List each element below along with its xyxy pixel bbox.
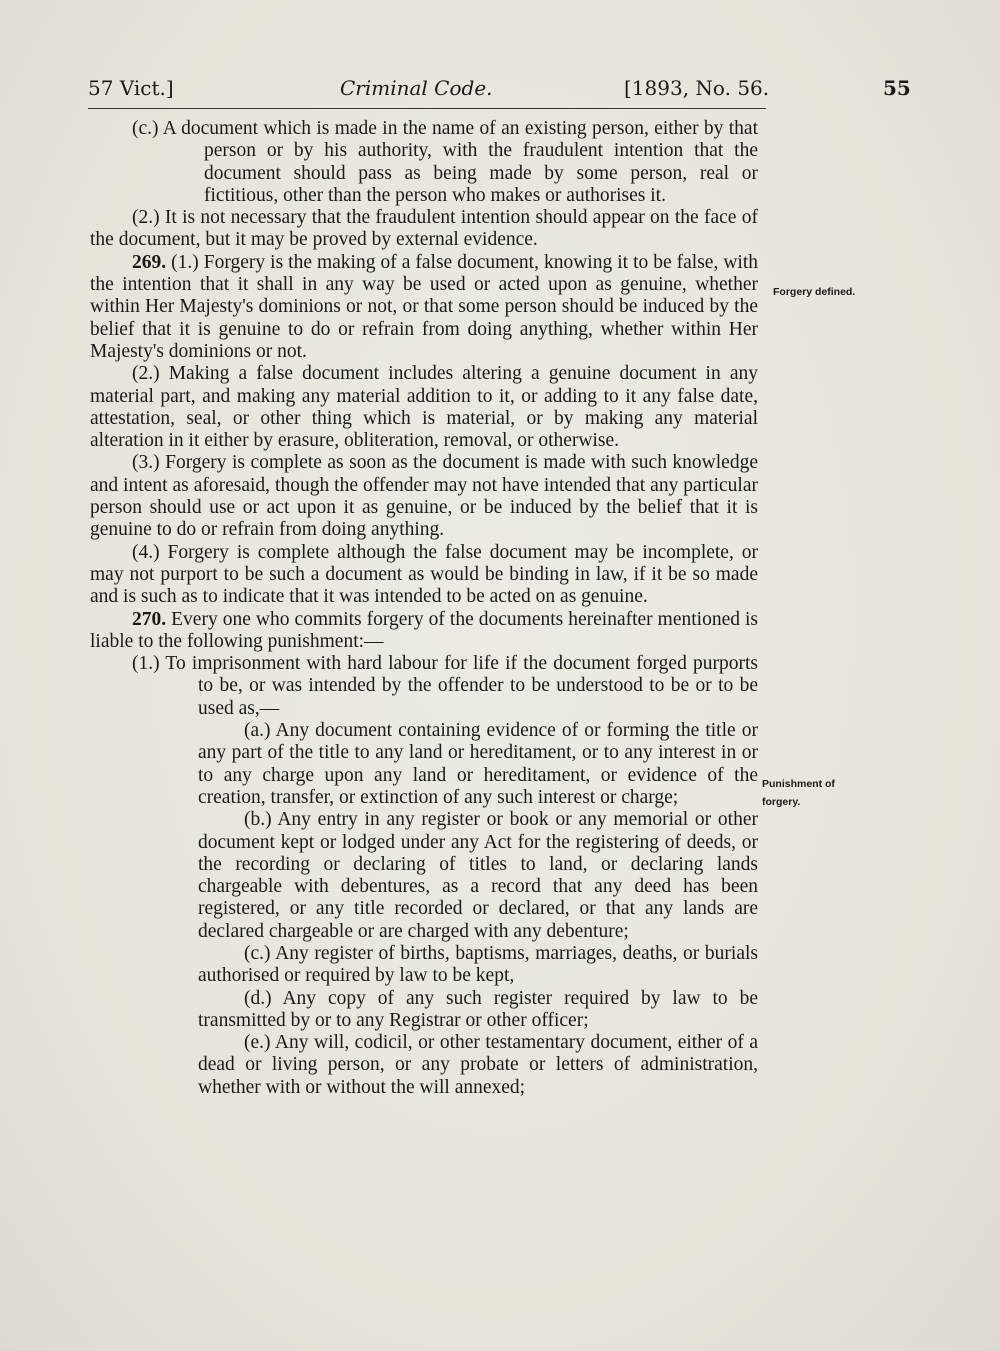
paragraph-c: (c.) A document which is made in the name of an existing person, either by that person or by his authority, with the fraudulent intention that the document should pass as being made by some person, real or fictitious, other than the person who makes or authorises it. [132, 118, 758, 206]
paragraph-2: (2.) It is not necessary that the fraudulent intention should appear on the face of the document, but it may be proved by external evidence. [90, 207, 758, 251]
statute-text [90, 118, 758, 1099]
header-regnal-year: 57 Vict.] [88, 76, 174, 100]
margin-note-punishment: Punishment of forgery. [762, 778, 835, 808]
section-269-1-text: (1.) Forgery is the making of a false document, knowing it to be false, with the intention that it shall in any way be used or acted upon as genuine, whether within Her Majesty's dominions or not, or that some person should be induced by the belief that it is genuine to do or refrain from doing anything, whether within Her Majesty's dominions or not. [90, 251, 759, 362]
section-270-text: Every one who commits forgery of the documents hereinafter mentioned is liable to the following punishment:— [90, 608, 758, 652]
running-header [88, 76, 911, 106]
page-number: 55 [883, 76, 911, 100]
header-rule [88, 108, 766, 109]
section-269-1 [90, 252, 758, 363]
section-270-1c: (c.) Any register of births, baptisms, marriages, deaths, or burials authorised or required by law to be kept, [198, 942, 758, 987]
section-270-1a: (a.) Any document containing evidence of or forming the title or any part of the title to any land or hereditament, or to any interest in or to any charge upon any land or hereditament, or evidence of the creation, transfer, or extinction of any such interest or charge; [198, 720, 758, 808]
section-270-1e: (e.) Any will, codicil, or other testamentary document, either of a dead or living person, or any probate or letters of administration, whether with or without the will annexed; [198, 1032, 758, 1098]
section-269-2: (2.) Making a false document includes altering a genuine document in any material part, and making any material addition to it, or adding to it any false date, attestation, seal, or other thing which is material, or by making any material alteration in it either by erasure, obliteration, removal, or otherwise. [90, 363, 758, 452]
section-269-4: (4.) Forgery is complete although the false document may be incomplete, or may not purport to be such a document as would be binding in law, if it be so made and is such as to indicate that it was intended to be acted on as genuine. [90, 541, 758, 608]
section-270 [90, 609, 758, 654]
section-number-270: 270. [132, 608, 167, 630]
section-270-1: (1.) To imprisonment with hard labour for life if the document forged purports to be, or was intended by the offender to be understood to be or to be used as,— [132, 653, 758, 719]
margin-note-forgery-defined: Forgery defined. [773, 286, 856, 298]
header-act-number: [1893, No. 56. [624, 76, 770, 100]
section-270-1b: (b.) Any entry in any register or book or any memorial or other document kept or lodged under any Act for the registering of deeds, or the recording or declaring of titles to land, or declaring lands chargeable with debentures, as a record that any deed has been registered, or any title recorded or declared, or that any lands are declared chargeable or are charged with any debenture; [198, 809, 758, 942]
section-269-3: (3.) Forgery is complete as soon as the document is made with such knowledge and intent as aforesaid, though the offender may not have intended that any particular person should use or act upon it as genuine, or be induced by the belief that it is genuine to do or refrain from doing anything. [90, 452, 758, 541]
header-title: Criminal Code. [340, 76, 493, 100]
section-270-1d: (d.) Any copy of any such register required by law to be transmitted by or to any Registrar or other officer; [198, 987, 758, 1031]
section-number-269: 269. [132, 251, 167, 273]
